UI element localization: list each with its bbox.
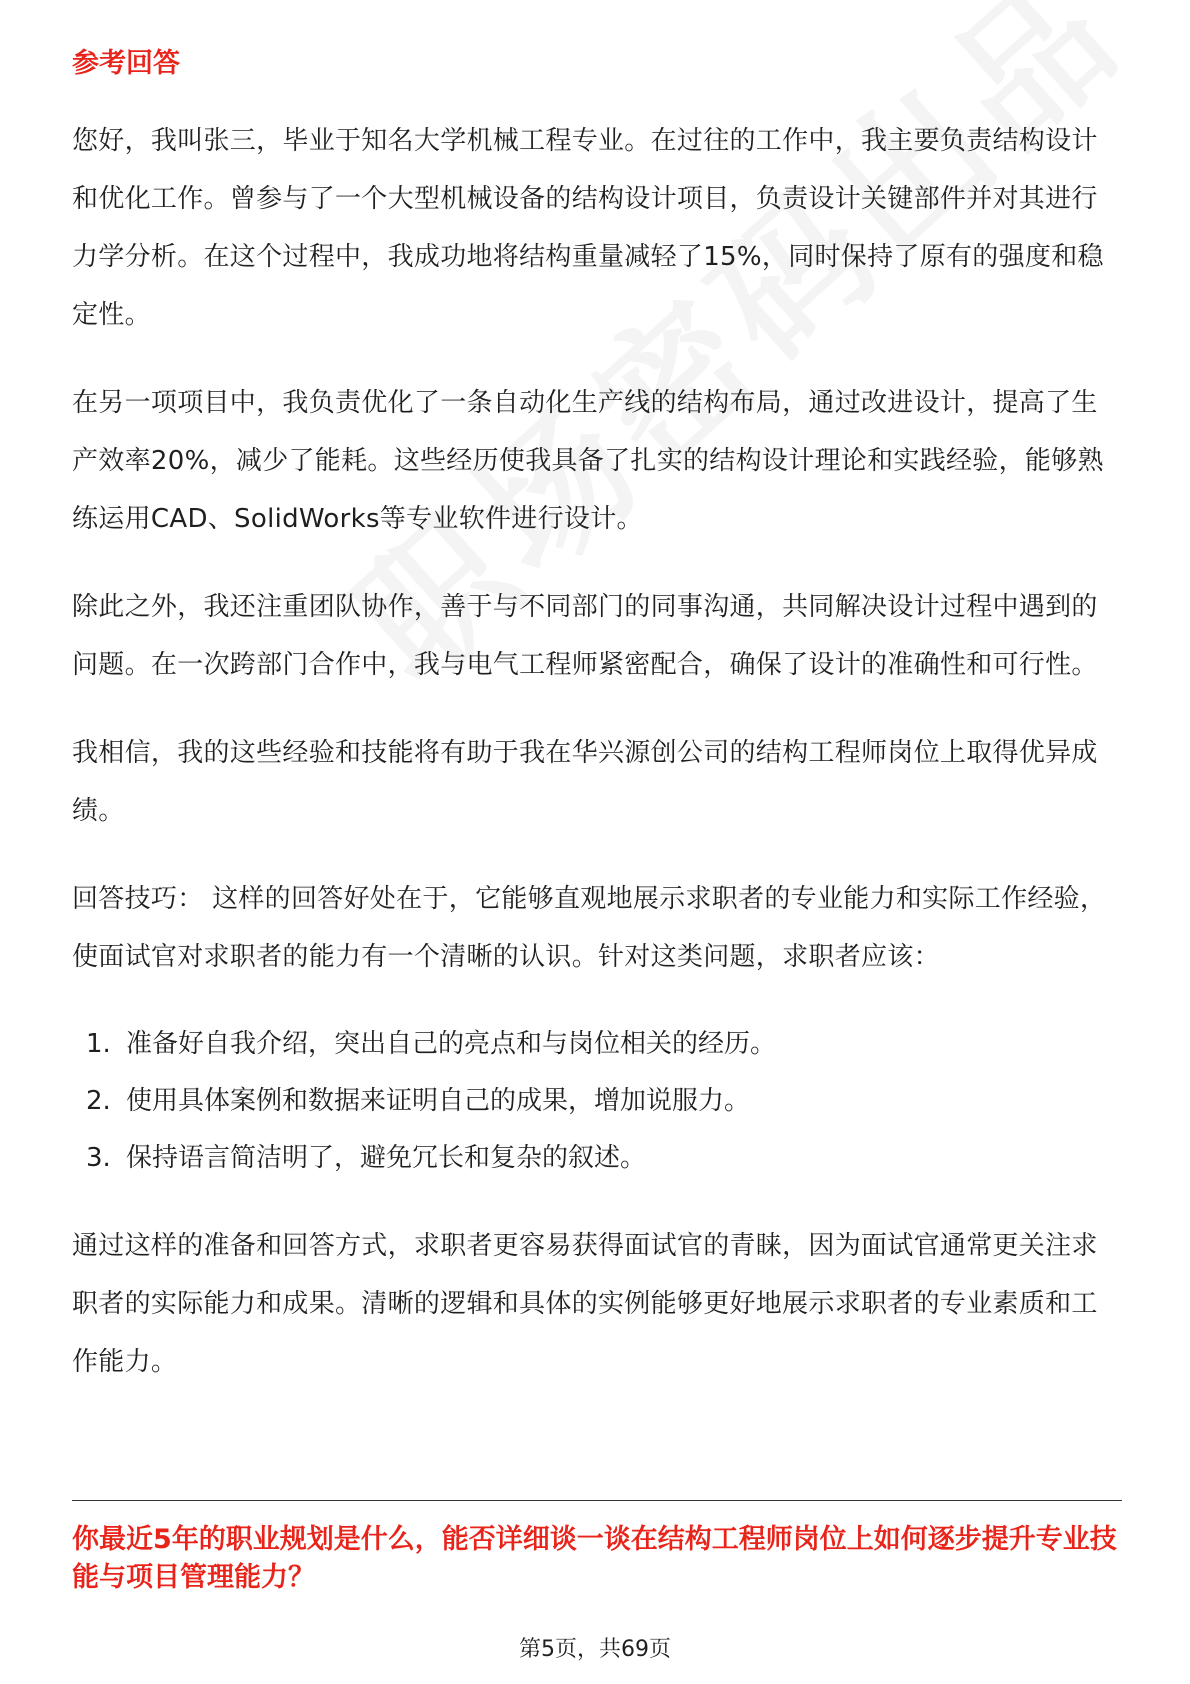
- list-item-number: 1.: [86, 1029, 111, 1059]
- paragraph-closing: 通过这样的准备和回答方式，求职者更容易获得面试官的青睐，因为面试官通常更关注求职者的实际能力和成果。清晰的逻辑和具体的实例能够更好地展示求职者的专业素质和工作能力。: [72, 1231, 1098, 1377]
- tips-list: [72, 1016, 1122, 1187]
- section-title: 参考回答: [72, 48, 180, 79]
- page-footer: 第5页，共69页: [519, 1637, 671, 1662]
- next-question: 你最近5年的职业规划是什么，能否详细谈一谈在结构工程师岗位上如何逐步提升专业技能与项目管理能力？: [72, 1524, 1117, 1593]
- paragraph-project: 在另一项项目中，我负责优化了一条自动化生产线的结构布局，通过改进设计，提高了生产效率20%，减少了能耗。这些经历使我具备了扎实的结构设计理论和实践经验，能够熟练运用CAD、SolidWorks等专业软件进行设计。: [72, 388, 1104, 534]
- list-item-number: 2.: [86, 1086, 111, 1116]
- list-item-text: 准备好自我介绍，突出自己的亮点和与岗位相关的经历。: [126, 1029, 777, 1059]
- paragraph-teamwork: 除此之外，我还注重团队协作，善于与不同部门的同事沟通，共同解决设计过程中遇到的问题。在一次跨部门合作中，我与电气工程师紧密配合，确保了设计的准确性和可行性。: [72, 592, 1098, 680]
- list-item: [86, 1016, 1122, 1073]
- list-item: [86, 1130, 1122, 1187]
- paragraph-conclusion: 我相信，我的这些经验和技能将有助于我在华兴源创公司的结构工程师岗位上取得优异成绩。: [72, 738, 1098, 826]
- divider: [72, 1500, 1122, 1501]
- list-item: [86, 1073, 1122, 1130]
- paragraph-intro: 您好，我叫张三，毕业于知名大学机械工程专业。在过往的工作中，我主要负责结构设计和优化工作。曾参与了一个大型机械设备的结构设计项目，负责设计关键部件并对其进行力学分析。在这个过程中，我成功地将结构重量减轻了15%，同时保持了原有的强度和稳定性。: [72, 126, 1104, 330]
- list-item-number: 3.: [86, 1143, 111, 1173]
- answer-content: [72, 46, 1122, 1421]
- list-item-text: 使用具体案例和数据来证明自己的成果，增加说服力。: [126, 1086, 751, 1116]
- paragraph-tips-intro: 回答技巧： 这样的回答好处在于，它能够直观地展示求职者的专业能力和实际工作经验，使面试官对求职者的能力有一个清晰的认识。针对这类问题，求职者应该：: [72, 884, 1107, 972]
- list-item-text: 保持语言简洁明了，避免冗长和复杂的叙述。: [126, 1143, 647, 1173]
